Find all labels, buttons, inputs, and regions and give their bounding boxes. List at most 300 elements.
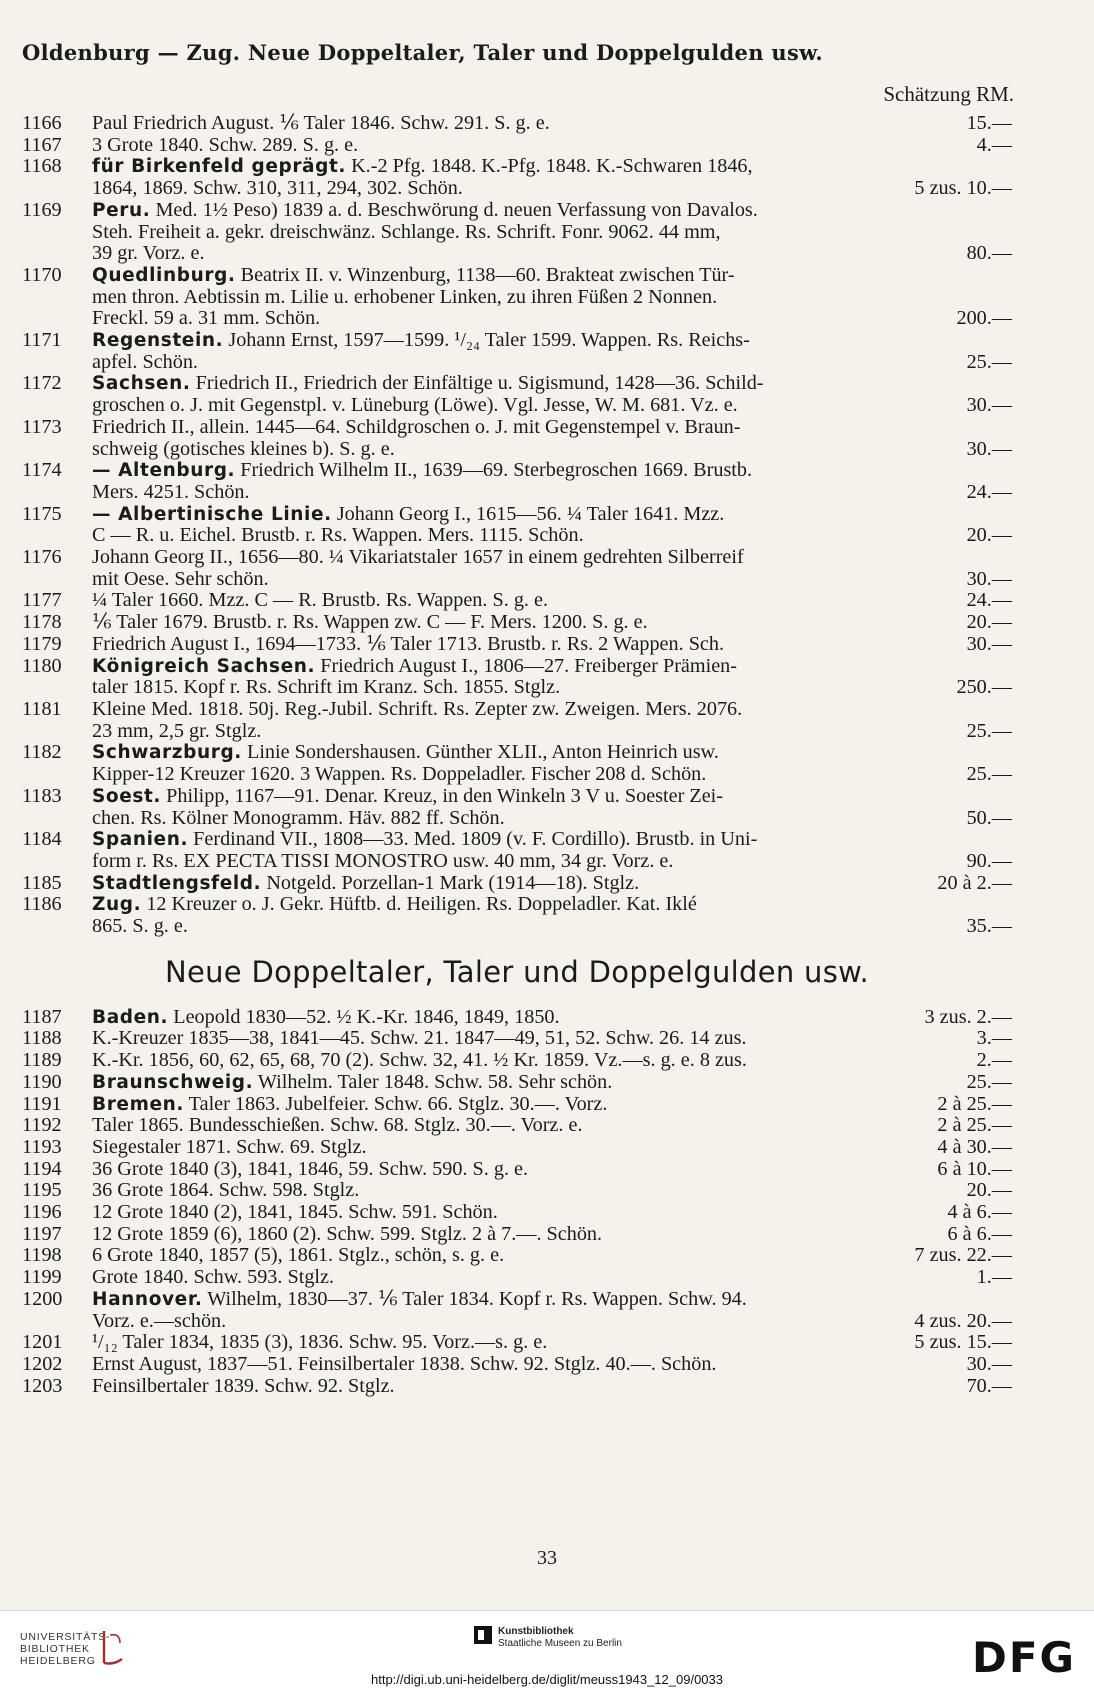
line-text-wrap — [92, 677, 560, 699]
source-url-link[interactable]: http://digi.ub.uni-heidelberg.de/diglit/meuss1943_12_09/0033 — [371, 1672, 723, 1687]
line-text-wrap — [92, 525, 584, 547]
kb-subtitle: Staatliche Museen zu Berlin — [498, 1638, 622, 1649]
line-text: Friedrich August I., 1806—27. Freiberger Prämien- — [315, 654, 737, 677]
lot-number: 1188 — [22, 1027, 62, 1050]
estimate-value: 35.— — [966, 915, 1012, 938]
line-text-wrap — [92, 135, 358, 157]
uni-logo-line1: UNIVERSITÄTS- — [20, 1631, 111, 1643]
lot-description — [92, 634, 1012, 656]
catalog-entry — [22, 1159, 1012, 1181]
catalog-entry — [22, 590, 1012, 612]
description-line — [92, 156, 1012, 178]
lot-description — [92, 699, 1012, 742]
catalog-entries — [22, 113, 1012, 1397]
line-text-wrap — [92, 1245, 504, 1267]
line-text-wrap — [92, 156, 753, 178]
estimate-value: 3.— — [976, 1027, 1012, 1050]
line-text: Friedrich Wilhelm II., 1639—69. Sterbegroschen 1669. Brustb. — [235, 459, 753, 482]
estimate-value: 20 à 2.— — [937, 871, 1012, 894]
lot-description — [92, 829, 1012, 872]
line-text-wrap — [92, 178, 463, 200]
line-text: Johann Georg I., 1615—56. ¼ Taler 1641. Mzz. — [331, 502, 725, 525]
lot-description — [92, 1289, 1012, 1332]
line-text: Mers. 4251. Schön. — [92, 480, 250, 503]
line-text-wrap — [92, 1311, 226, 1333]
lot-number: 1182 — [22, 741, 62, 764]
kunstbibliothek-logo[interactable] — [498, 1626, 622, 1650]
estimate-value: 4.— — [976, 133, 1012, 156]
line-text-wrap — [92, 287, 717, 309]
estimate-value: 20.— — [966, 611, 1012, 634]
line-text: Friedrich August I., 1694—1733. ⅙ Taler 1713. Brustb. r. Rs. 2 Wappen. Sch. — [92, 632, 725, 655]
lot-description — [92, 135, 1012, 157]
line-text-wrap — [92, 808, 505, 830]
catalog-entry — [22, 612, 1012, 634]
line-text-wrap — [92, 590, 548, 612]
line-text-wrap — [92, 1224, 602, 1246]
catalog-entry — [22, 1354, 1012, 1376]
catalog-entry — [22, 373, 1012, 416]
running-head: Oldenburg — Zug. Neue Doppeltaler, Taler und Doppelgulden usw. — [22, 40, 823, 65]
place-keyword: Bremen. — [92, 1093, 184, 1115]
lot-number: 1183 — [22, 784, 62, 807]
description-line — [92, 330, 1012, 352]
line-text-wrap — [92, 439, 395, 461]
line-text-wrap — [92, 243, 205, 265]
line-text: Freckl. 59 a. 31 mm. Schön. — [92, 307, 321, 330]
line-text: Wilhelm, 1830—37. ⅙ Taler 1834. Kopf r. Rs. Wappen. Schw. 94. — [202, 1287, 747, 1310]
lot-description — [92, 373, 1012, 416]
lot-description — [92, 113, 1012, 135]
lot-number: 1175 — [22, 502, 62, 525]
lot-description — [92, 1007, 1012, 1029]
section-title: Neue Doppeltaler, Taler und Doppelgulden usw. — [164, 954, 870, 989]
description-line — [92, 1137, 1012, 1159]
lot-number: 1195 — [22, 1179, 62, 1202]
catalog-entry — [22, 786, 1012, 829]
line-text-wrap — [92, 742, 719, 764]
line-text-wrap — [92, 1050, 747, 1072]
lot-description — [92, 1267, 1012, 1289]
lot-description — [92, 1354, 1012, 1376]
line-text: mit Oese. Sehr schön. — [92, 567, 269, 590]
lot-description — [92, 1332, 1012, 1354]
place-keyword: — Altenburg. — [92, 460, 236, 482]
estimate-value: 5 zus. 10.— — [914, 177, 1012, 200]
description-line — [92, 439, 1012, 461]
description-line — [92, 417, 1012, 439]
line-text-wrap — [92, 460, 752, 482]
line-text-wrap — [92, 200, 758, 222]
description-line — [92, 482, 1012, 504]
lot-number: 1166 — [22, 112, 62, 134]
lot-number: 1199 — [22, 1266, 62, 1289]
line-text: 3 Grote 1840. Schw. 289. S. g. e. — [92, 133, 359, 156]
lot-description — [92, 1028, 1012, 1050]
line-text-wrap — [92, 1376, 395, 1398]
catalog-entry — [22, 894, 1012, 937]
line-text: groschen o. J. mit Gegenstpl. v. Lüneburg (Löwe). Vgl. Jesse, W. M. 681. Vz. e. — [92, 394, 738, 417]
estimate-value: 2.— — [976, 1049, 1012, 1072]
estimate-value: 25.— — [966, 719, 1012, 742]
catalog-entry — [22, 156, 1012, 199]
lot-description — [92, 612, 1012, 634]
description-line — [92, 243, 1012, 265]
estimate-column-header: Schätzung RM. — [883, 82, 1014, 106]
line-text: schweig (gotisches kleines b). S. g. e. — [92, 437, 395, 460]
estimate-value: 30.— — [966, 394, 1012, 417]
place-keyword: für Birkenfeld geprägt. — [92, 156, 347, 178]
place-keyword: Regenstein. — [92, 330, 224, 352]
line-text-wrap — [92, 1028, 747, 1050]
lot-number: 1194 — [22, 1157, 62, 1180]
line-text-wrap — [92, 547, 744, 569]
catalog-entry — [22, 1137, 1012, 1159]
lot-number: 1198 — [22, 1244, 62, 1267]
place-keyword: Soest. — [92, 785, 162, 807]
description-line — [92, 1007, 1012, 1029]
estimate-value: 25.— — [966, 350, 1012, 373]
catalog-entry — [22, 460, 1012, 503]
lot-number: 1201 — [22, 1331, 63, 1354]
line-text-wrap — [92, 634, 724, 656]
catalog-entry — [22, 330, 1012, 373]
catalog-entry — [22, 1376, 1012, 1398]
description-line — [92, 742, 1012, 764]
place-keyword: Spanien. — [92, 829, 189, 851]
line-text: Friedrich II., Friedrich der Einfältige u. Sigismund, 1428—36. Schild- — [190, 372, 764, 395]
description-line — [92, 1159, 1012, 1181]
description-line — [92, 395, 1012, 417]
estimate-value: 30.— — [966, 1352, 1012, 1375]
catalog-entry — [22, 1245, 1012, 1267]
lot-description — [92, 873, 1012, 895]
lot-number: 1173 — [22, 415, 62, 438]
lot-number: 1192 — [22, 1114, 62, 1137]
estimate-value: 25.— — [966, 763, 1012, 786]
lot-description — [92, 460, 1012, 503]
lot-number: 1186 — [22, 893, 62, 916]
catalog-entry — [22, 1050, 1012, 1072]
catalog-entry — [22, 829, 1012, 872]
catalog-entry — [22, 1289, 1012, 1332]
line-text: Ernst August, 1837—51. Feinsilbertaler 1838. Schw. 92. Stglz. 40.—. Schön. — [92, 1352, 717, 1375]
estimate-value: 250.— — [956, 676, 1012, 699]
line-text: Kipper-12 Kreuzer 1620. 3 Wappen. Rs. Doppeladler. Fischer 208 d. Schön. — [92, 763, 707, 786]
page-number: 33 — [537, 1547, 557, 1569]
line-text-wrap — [92, 721, 261, 743]
estimate-value: 70.— — [966, 1374, 1012, 1397]
line-text-wrap — [92, 265, 735, 287]
line-text: Taler 1865. Bundesschießen. Schw. 68. Stglz. 30.—. Vorz. e. — [92, 1114, 583, 1137]
uni-mark-icon — [100, 1629, 126, 1667]
line-text-wrap — [92, 1202, 498, 1224]
line-text-wrap — [92, 417, 740, 439]
description-line — [92, 287, 1012, 309]
line-text-wrap — [92, 373, 764, 395]
catalog-entry — [22, 504, 1012, 547]
lot-description — [92, 1202, 1012, 1224]
line-text: Kleine Med. 1818. 50j. Reg.-Jubil. Schrift. Rs. Zepter zw. Zweigen. Mers. 2076. — [92, 697, 743, 720]
description-line — [92, 200, 1012, 222]
lot-number: 1177 — [22, 589, 62, 612]
estimate-value: 30.— — [966, 567, 1012, 590]
description-line — [92, 222, 1012, 244]
description-line — [92, 1094, 1012, 1116]
description-line — [92, 1072, 1012, 1094]
line-text: men thron. Aebtissin m. Lilie u. erhobener Linken, zu ihren Füßen 2 Nonnen. — [92, 285, 718, 308]
line-text-wrap — [92, 1094, 607, 1116]
line-text: ¹/₁₂ Taler 1834, 1835 (3), 1836. Schw. 95. Vorz.—s. g. e. — [92, 1331, 548, 1354]
line-text-wrap — [92, 851, 673, 873]
line-text: Wilhelm. Taler 1848. Schw. 58. Sehr schön. — [253, 1070, 613, 1093]
footer-bar — [0, 1610, 1094, 1692]
description-line — [92, 1332, 1012, 1354]
estimate-value: 24.— — [966, 589, 1012, 612]
estimate-value: 6 à 6.— — [947, 1222, 1012, 1245]
lot-description — [92, 156, 1012, 199]
description-line — [92, 460, 1012, 482]
place-keyword: — Albertinische Linie. — [92, 503, 332, 525]
lot-description — [92, 330, 1012, 373]
line-text: Philipp, 1167—91. Denar. Kreuz, in den Winkeln 3 V u. Soester Zei- — [161, 784, 724, 807]
catalog-entry — [22, 1007, 1012, 1029]
uni-logo-line3: HEIDELBERG — [20, 1655, 96, 1667]
lot-description — [92, 1376, 1012, 1398]
description-line — [92, 1050, 1012, 1072]
catalog-entry — [22, 634, 1012, 656]
lot-description — [92, 742, 1012, 785]
place-keyword: Königreich Sachsen. — [92, 655, 316, 677]
catalog-entry — [22, 1180, 1012, 1202]
description-line — [92, 677, 1012, 699]
lot-number: 1172 — [22, 372, 62, 395]
university-library-logo[interactable] — [20, 1631, 110, 1667]
estimate-value: 6 à 10.— — [937, 1157, 1012, 1180]
line-text: 23 mm, 2,5 gr. Stglz. — [92, 719, 262, 742]
line-text: Feinsilbertaler 1839. Schw. 92. Stglz. — [92, 1374, 395, 1397]
lot-number: 1176 — [22, 546, 62, 569]
description-line — [92, 113, 1012, 135]
line-text-wrap — [92, 786, 723, 808]
line-text: Siegestaler 1871. Schw. 69. Stglz. — [92, 1135, 367, 1158]
catalog-entry — [22, 1332, 1012, 1354]
description-line — [92, 1376, 1012, 1398]
line-text: ¼ Taler 1660. Mzz. C — R. Brustb. Rs. Wappen. S. g. e. — [92, 589, 549, 612]
line-text: 36 Grote 1840 (3), 1841, 1846, 59. Schw. 590. S. g. e. — [92, 1157, 529, 1180]
catalog-entry — [22, 265, 1012, 330]
line-text: taler 1815. Kopf r. Rs. Schrift im Kranz. Sch. 1855. Stglz. — [92, 676, 561, 699]
lot-number: 1189 — [22, 1049, 62, 1072]
lot-description — [92, 1159, 1012, 1181]
line-text-wrap — [92, 699, 742, 721]
description-line — [92, 873, 1012, 895]
line-text: 39 gr. Vorz. e. — [92, 242, 205, 265]
description-line — [92, 1267, 1012, 1289]
lot-description — [92, 1137, 1012, 1159]
catalog-entry — [22, 1267, 1012, 1289]
entries-list-b — [22, 1007, 1012, 1398]
catalog-entry — [22, 1028, 1012, 1050]
description-line — [92, 590, 1012, 612]
lot-number: 1170 — [22, 263, 62, 286]
place-keyword: Zug. — [92, 894, 142, 916]
lot-number: 1196 — [22, 1201, 62, 1224]
lot-description — [92, 786, 1012, 829]
lot-number: 1174 — [22, 459, 62, 482]
line-text-wrap — [92, 916, 188, 938]
lot-description — [92, 1072, 1012, 1094]
lot-description — [92, 1050, 1012, 1072]
line-text: 1864, 1869. Schw. 310, 311, 294, 302. Schön. — [92, 177, 463, 200]
catalog-entry — [22, 656, 1012, 699]
line-text-wrap — [92, 504, 724, 526]
lot-description — [92, 656, 1012, 699]
estimate-value: 2 à 25.— — [937, 1114, 1012, 1137]
line-text: K.-Kreuzer 1835—38, 1841—45. Schw. 21. 1847—49, 51, 52. Schw. 26. 14 zus. — [92, 1027, 747, 1050]
estimate-value: 200.— — [956, 307, 1012, 330]
estimate-value: 80.— — [966, 242, 1012, 265]
lot-description — [92, 417, 1012, 460]
description-line — [92, 1354, 1012, 1376]
line-text-wrap — [92, 1289, 747, 1311]
line-text: form r. Rs. EX PECTA TISSI MONOSTRO usw. 40 mm, 34 gr. Vorz. e. — [92, 849, 674, 872]
line-text-wrap — [92, 1137, 367, 1159]
lot-description — [92, 894, 1012, 937]
museum-block-icon — [474, 1626, 492, 1644]
place-keyword: Quedlinburg. — [92, 264, 236, 286]
line-text-wrap — [92, 113, 550, 135]
lot-number: 1190 — [22, 1070, 62, 1093]
line-text: K.-Kr. 1856, 60, 62, 65, 68, 70 (2). Schw. 32, 41. ½ Kr. 1859. Vz.—s. g. e. 8 zus. — [92, 1049, 747, 1072]
entries-list-a — [22, 113, 1012, 938]
description-line — [92, 547, 1012, 569]
lot-description — [92, 200, 1012, 265]
line-text-wrap — [92, 894, 697, 916]
description-line — [92, 808, 1012, 830]
lot-number: 1171 — [22, 329, 62, 352]
line-text: Leopold 1830—52. ½ K.-Kr. 1846, 1849, 1850. — [168, 1005, 560, 1028]
description-line — [92, 764, 1012, 786]
estimate-value: 30.— — [966, 437, 1012, 460]
estimate-value: 1.— — [976, 1266, 1012, 1289]
line-text: apfel. Schön. — [92, 350, 198, 373]
kb-title: Kunstbibliothek — [498, 1626, 574, 1637]
lot-number: 1185 — [22, 871, 62, 894]
lot-description — [92, 265, 1012, 330]
estimate-value: 7 zus. 22.— — [914, 1244, 1012, 1267]
line-text: chen. Rs. Kölner Monogramm. Häv. 882 ff. Schön. — [92, 806, 505, 829]
lot-description — [92, 590, 1012, 612]
lot-number: 1167 — [22, 133, 62, 156]
description-line — [92, 265, 1012, 287]
line-text: Linie Sondershausen. Günther XLII., Anton Heinrich usw. — [241, 741, 719, 764]
estimate-value: 2 à 25.— — [937, 1092, 1012, 1115]
line-text: Notgeld. Porzellan-1 Mark (1914—18). Stglz. — [261, 871, 640, 894]
lot-number: 1203 — [22, 1374, 63, 1397]
line-text-wrap — [92, 1354, 716, 1376]
catalog-entry — [22, 1072, 1012, 1094]
catalog-entry — [22, 1115, 1012, 1137]
catalog-entry — [22, 135, 1012, 157]
line-text: Vorz. e.—schön. — [92, 1309, 227, 1332]
line-text-wrap — [92, 656, 737, 678]
estimate-value: 90.— — [966, 849, 1012, 872]
dfg-logo[interactable]: DFG — [971, 1633, 1076, 1682]
description-line — [92, 1245, 1012, 1267]
lot-number: 1202 — [22, 1352, 63, 1375]
line-text-wrap — [92, 330, 750, 352]
estimate-value: 20.— — [966, 1179, 1012, 1202]
lot-number: 1180 — [22, 654, 62, 677]
lot-number: 1193 — [22, 1135, 62, 1158]
line-text: Johann Ernst, 1597—1599. ¹/₂₄ Taler 1599. Wappen. Rs. Reichs- — [223, 329, 750, 352]
line-text: 865. S. g. e. — [92, 915, 188, 938]
line-text-wrap — [92, 1180, 359, 1202]
lot-number: 1200 — [22, 1287, 63, 1310]
line-text: K.-2 Pfg. 1848. K.-Pfg. 1848. K.-Schwaren 1846, — [346, 155, 753, 178]
lot-description — [92, 547, 1012, 590]
description-line — [92, 699, 1012, 721]
description-line — [92, 1289, 1012, 1311]
line-text: 36 Grote 1864. Schw. 598. Stglz. — [92, 1179, 360, 1202]
catalog-entry — [22, 699, 1012, 742]
lot-number: 1197 — [22, 1222, 62, 1245]
place-keyword: Hannover. — [92, 1288, 203, 1310]
description-line — [92, 1028, 1012, 1050]
lot-number: 1178 — [22, 611, 62, 634]
place-keyword: Sachsen. — [92, 373, 191, 395]
description-line — [92, 373, 1012, 395]
description-line — [92, 656, 1012, 678]
place-keyword: Braunschweig. — [92, 1071, 254, 1093]
line-text-wrap — [92, 1267, 334, 1289]
catalog-entry — [22, 873, 1012, 895]
estimate-value: 50.— — [966, 806, 1012, 829]
description-line — [92, 352, 1012, 374]
line-text-wrap — [92, 764, 706, 786]
estimate-value: 25.— — [966, 1070, 1012, 1093]
line-text: Beatrix II. v. Winzenburg, 1138—60. Brakteat zwischen Tür- — [235, 263, 735, 286]
description-line — [92, 1202, 1012, 1224]
description-line — [92, 829, 1012, 851]
place-keyword: Schwarzburg. — [92, 742, 242, 764]
line-text-wrap — [92, 1072, 612, 1094]
line-text: ⅙ Taler 1679. Brustb. r. Rs. Wappen zw. C — F. Mers. 1200. S. g. e. — [92, 611, 648, 634]
lot-description — [92, 504, 1012, 547]
description-line — [92, 1224, 1012, 1246]
lot-number: 1169 — [22, 198, 62, 221]
line-text-wrap — [92, 612, 648, 634]
line-text: Grote 1840. Schw. 593. Stglz. — [92, 1266, 335, 1289]
lot-number: 1179 — [22, 632, 62, 655]
place-keyword: Baden. — [92, 1006, 169, 1028]
lot-number: 1181 — [22, 697, 62, 720]
lot-number: 1168 — [22, 155, 62, 178]
estimate-value: 4 zus. 20.— — [914, 1309, 1012, 1332]
line-text-wrap — [92, 395, 738, 417]
catalog-entry — [22, 1224, 1012, 1246]
catalog-entry — [22, 547, 1012, 590]
line-text: Paul Friedrich August. ⅙ Taler 1846. Schw. 291. S. g. e. — [92, 112, 550, 134]
lot-description — [92, 1094, 1012, 1116]
line-text-wrap — [92, 352, 198, 374]
description-line — [92, 851, 1012, 873]
line-text: Taler 1863. Jubelfeier. Schw. 66. Stglz. 30.—. Vorz. — [184, 1092, 608, 1115]
description-line — [92, 308, 1012, 330]
line-text-wrap — [92, 873, 639, 895]
estimate-value: 5 zus. 15.— — [914, 1331, 1012, 1354]
